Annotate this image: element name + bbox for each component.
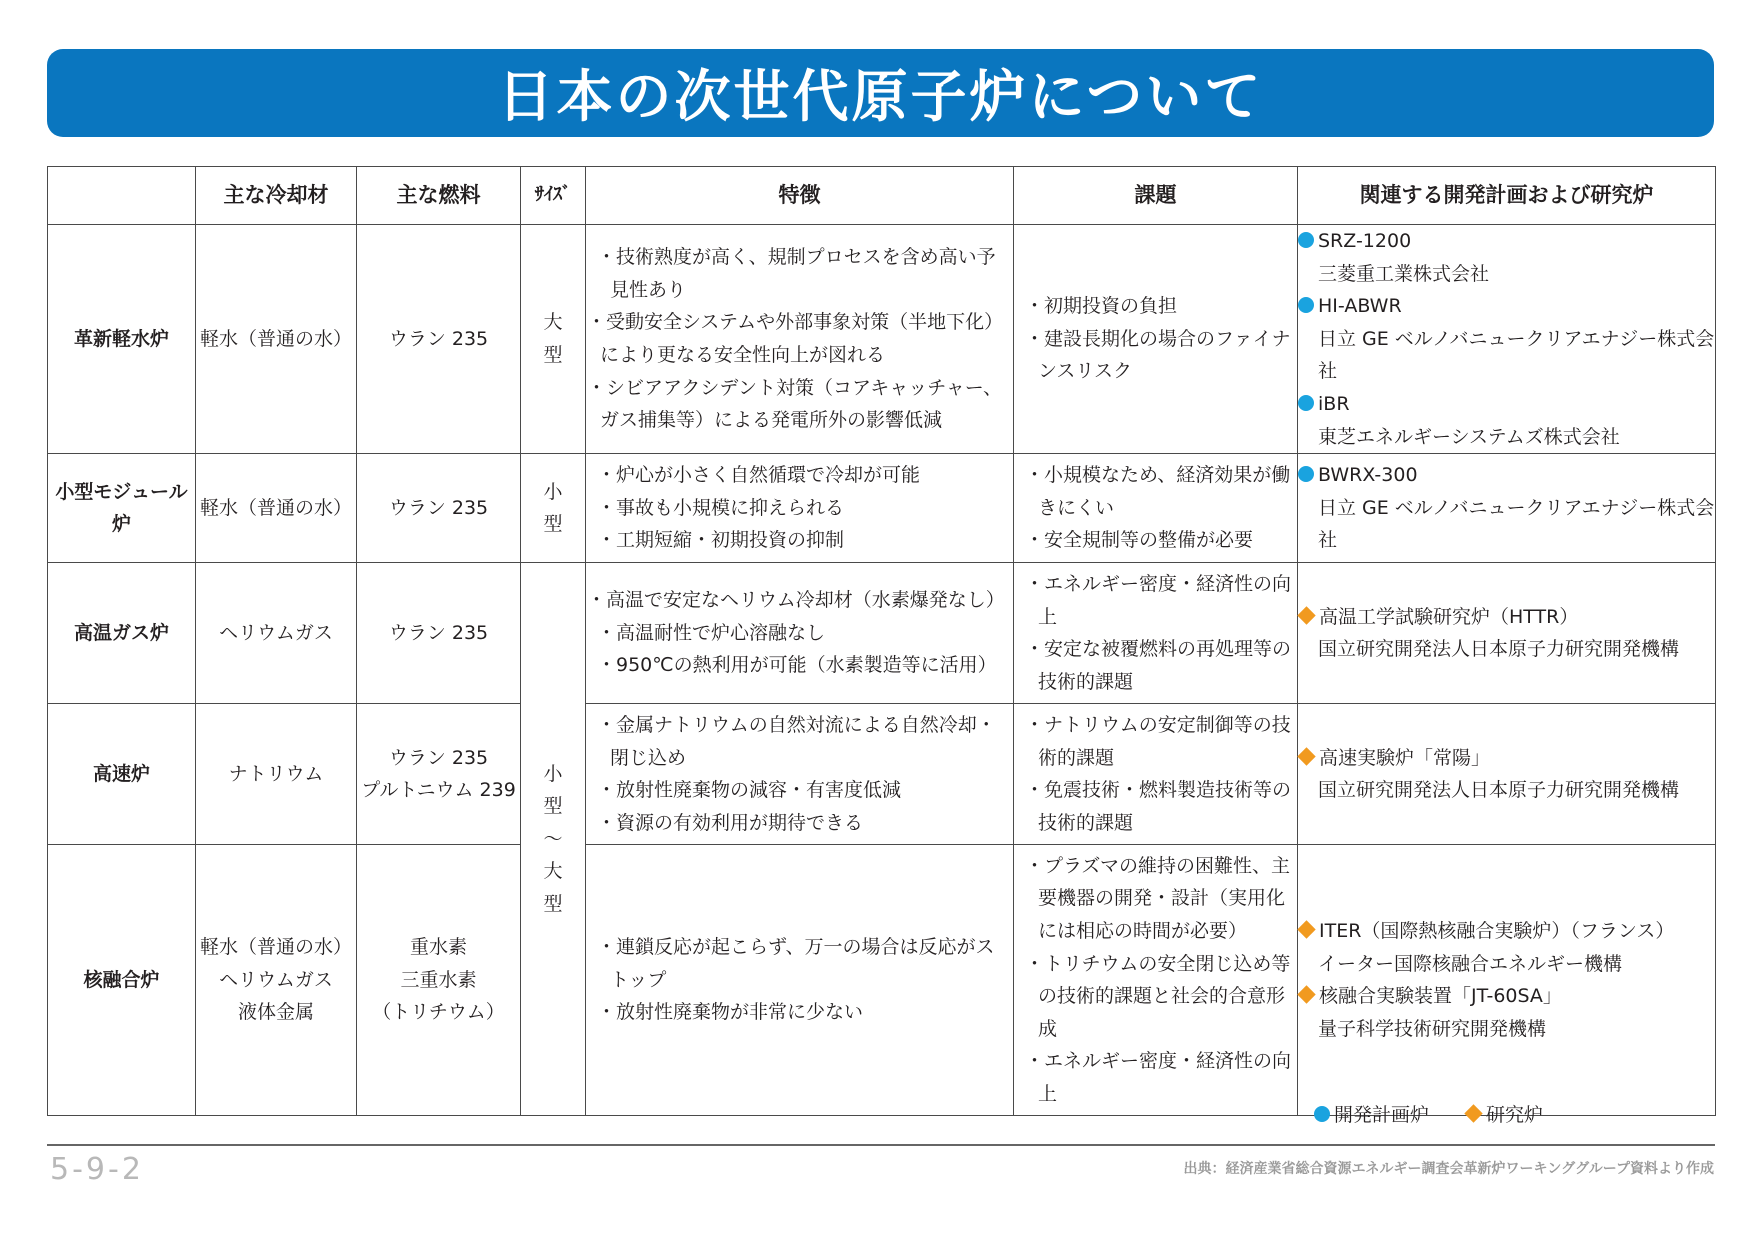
header-blank [48,167,196,225]
list-item: ・安全規制等の整備が必要 [1025,529,1254,552]
list-item: ・950℃の熱利用が可能（水素製造等に活用） [597,654,997,677]
title-bar [47,49,1714,137]
related-item: 高温工学試験研究炉（HTTR） [1298,601,1715,634]
list-item: ・エネルギー密度・経済性の向上 [1025,1050,1292,1105]
circle-marker-icon [1298,232,1314,248]
list-item: ・放射性廃棄物が非常に少ない [597,1001,864,1024]
size-cell: 小 型 [521,454,586,563]
footer-divider [47,1144,1715,1146]
table-row [48,454,1716,563]
related-cell [1298,845,1716,1116]
coolant-cell: ヘリウムガス [196,563,357,704]
list-item: ・高温で安定なヘリウム冷却材（水素爆発なし） [587,589,1005,612]
issues-cell [1014,225,1298,454]
source-note: 出典：経済産業省総合資源エネルギー調査会革新炉ワーキンググループ資料より作成 [1183,1161,1714,1177]
circle-marker-icon [1298,395,1314,411]
related-org: 東芝エネルギーシステムズ株式会社 [1318,425,1620,448]
related-org: 国立研究開発法人日本原子力研究開発機構 [1318,779,1680,802]
related-org: 日立 GE ベルノバニュークリアエナジー株式会社 [1318,327,1715,383]
list-item: ・安定な被覆燃料の再処理等の技術的課題 [1025,638,1292,693]
list-item: ・建設長期化の場合のファイナンスリスク [1025,327,1291,383]
list-item: ・技術熟度が高く、規制プロセスを含め高い予見性あり [597,246,996,301]
list-item: ・資源の有効利用が期待できる [597,811,864,834]
diamond-marker-icon [1297,985,1315,1003]
features-cell [586,563,1014,704]
list-item: ・炉心が小さく自然循環で冷却が可能 [597,464,921,487]
list-item: ・プラズマの維持の困難性、主要機器の開発・設計（実用化には相応の時間が必要） [1025,854,1291,942]
list-item: ・ナトリウムの安定制御等の技術的課題 [1025,713,1291,769]
related-org: 国立研究開発法人日本原子力研究開発機構 [1318,638,1680,661]
features-cell [586,454,1014,563]
list-item: ・トリチウムの安全閉じ込め等の技術的課題と社会的合意形成 [1025,952,1291,1040]
list-item: ・免震技術・燃料製造技術等の技術的課題 [1025,779,1292,834]
coolant-cell: 軽水（普通の水） [196,454,357,563]
header-related: 関連する開発計画および研究炉 [1298,167,1716,225]
list-item: ・高温耐性で炉心溶融なし [597,621,826,644]
legend-item-research: 研究炉 [1465,1100,1543,1127]
fuel-cell: 重水素 三重水素 （トリチウム） [357,845,521,1116]
coolant-cell: 軽水（普通の水） ヘリウムガス 液体金属 [196,845,357,1116]
header-coolant: 主な冷却材 [196,167,357,225]
features-cell [586,845,1014,1116]
circle-marker-icon [1314,1106,1330,1122]
header-issues: 課題 [1014,167,1298,225]
header-size: ｻｲｽﾞ [521,167,586,225]
list-item: ・事故も小規模に抑えられる [597,496,845,519]
diamond-marker-icon [1464,1104,1482,1122]
related-org: 量子科学技術研究開発機構 [1318,1017,1547,1040]
fuel-cell: ウラン 235 [357,563,521,704]
list-item: ・エネルギー密度・経済性の向上 [1025,572,1292,628]
fuel-cell: ウラン 235 プルトニウム 239 [357,704,521,845]
list-item: ・連鎖反応が起こらず、万一の場合は反応がストップ [597,936,995,991]
reactor-name: 高速炉 [48,704,196,845]
page-title: 日本の次世代原子炉について [497,65,1264,130]
related-org: 三菱重工業株式会社 [1318,262,1490,285]
related-item: iBR [1298,388,1715,421]
related-cell [1298,704,1716,845]
fuel-cell: ウラン 235 [357,454,521,563]
reactor-name: 核融合炉 [48,845,196,1116]
related-org: 日立 GE ベルノバニュークリアエナジー株式会社 [1318,496,1715,552]
list-item: ・金属ナトリウムの自然対流による自然冷却・閉じ込め [597,713,996,769]
page-number: 5-9-2 [50,1152,144,1187]
header-fuel: 主な燃料 [357,167,521,225]
related-item: ITER（国際熱核融合実験炉）（フランス） [1298,915,1715,948]
related-item: 高速実験炉「常陽」 [1298,742,1715,775]
reactor-table [47,166,1716,1116]
circle-marker-icon [1298,466,1314,482]
table-row [48,225,1716,454]
issues-cell [1014,704,1298,845]
coolant-cell: 軽水（普通の水） [196,225,357,454]
table-header-row [48,167,1716,225]
features-cell [586,225,1014,454]
related-item: HI-ABWR [1298,290,1715,323]
diamond-marker-icon [1297,747,1315,765]
related-cell [1298,454,1716,563]
list-item: ・放射性廃棄物の減容・有害度低減 [597,779,902,802]
related-cell [1298,563,1716,704]
fuel-cell: ウラン 235 [357,225,521,454]
issues-cell [1014,454,1298,563]
issues-cell [1014,563,1298,704]
related-item: SRZ-1200 [1298,225,1715,258]
table-row [48,563,1716,704]
reactor-name: 小型モジュール炉 [48,454,196,563]
list-item: ・受動安全システムや外部事象対策（半地下化）により更なる安全性向上が図れる [587,311,1004,367]
legend-item-development: 開発計画炉 [1314,1100,1429,1127]
circle-marker-icon [1298,297,1314,313]
diamond-marker-icon [1297,920,1315,938]
size-cell: 大 型 [521,225,586,454]
related-item: 核融合実験装置「JT-60SA」 [1298,980,1715,1013]
legend [1314,1100,1579,1127]
related-org: イーター国際核融合エネルギー機構 [1318,952,1623,975]
coolant-cell: ナトリウム [196,704,357,845]
related-cell [1298,225,1716,454]
reactor-name: 高温ガス炉 [48,563,196,704]
size-cell: 小 型 ～ 大 型 [521,563,586,1116]
list-item: ・シビアアクシデント対策（コアキャッチャー、ガス捕集等）による発電所外の影響低減 [587,376,1002,432]
related-item: BWRX-300 [1298,459,1715,492]
header-features: 特徴 [586,167,1014,225]
table-row [48,845,1716,1116]
reactor-name: 革新軽水炉 [48,225,196,454]
table-row [48,704,1716,845]
features-cell [586,704,1014,845]
list-item: ・小規模なため、経済効果が働きにくい [1025,464,1291,519]
issues-cell [1014,845,1298,1116]
diamond-marker-icon [1297,606,1315,624]
list-item: ・初期投資の負担 [1025,295,1178,318]
list-item: ・工期短縮・初期投資の抑制 [597,529,845,552]
